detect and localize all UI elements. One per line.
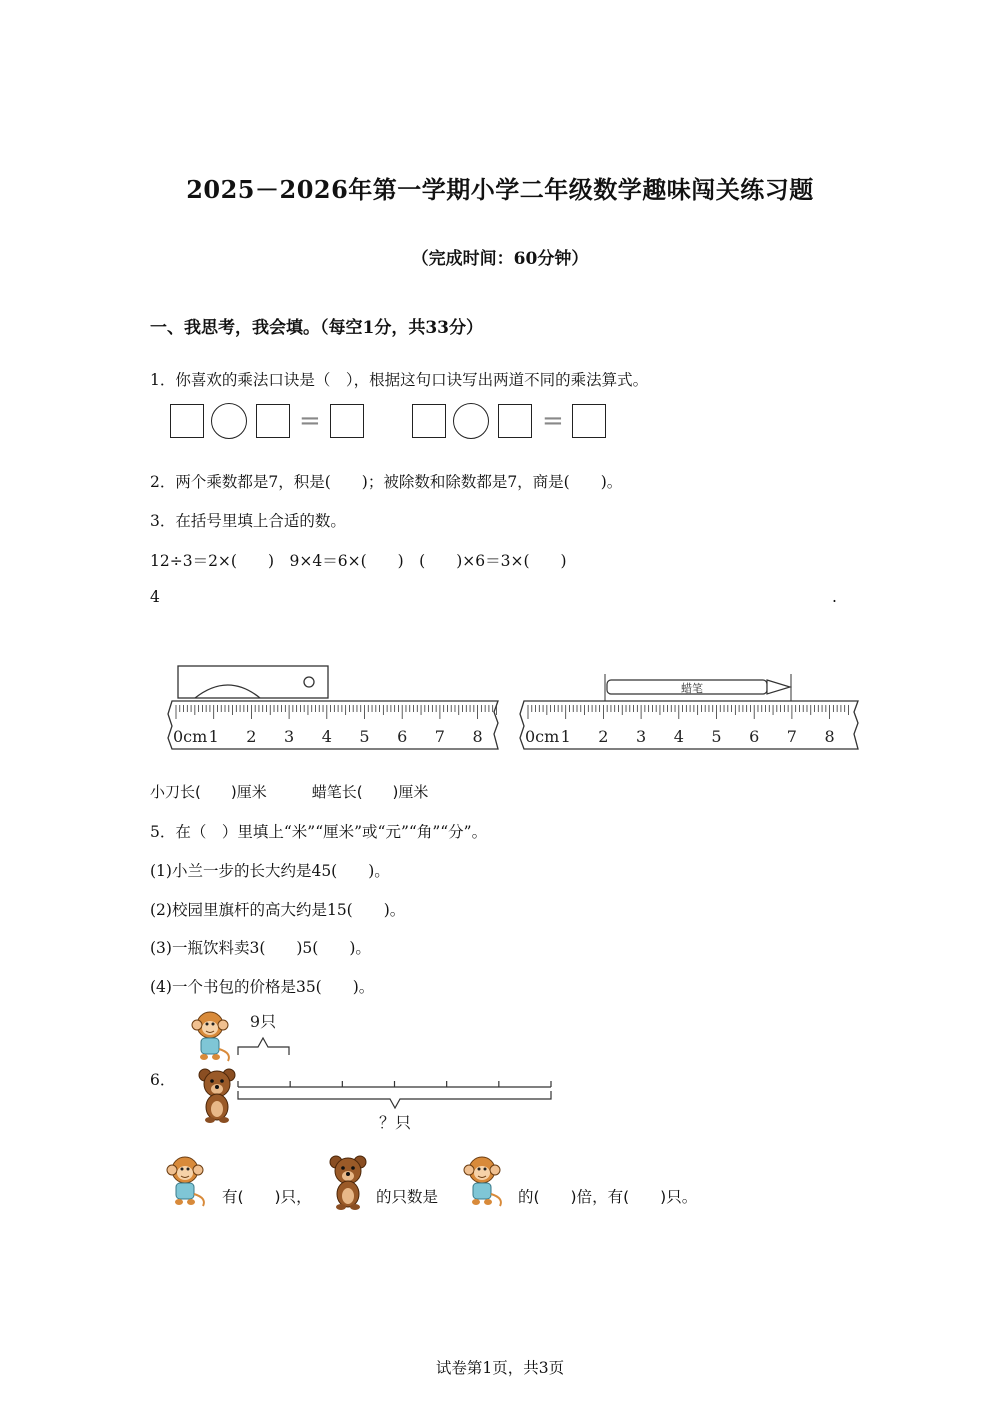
ruler-tick-label: 4	[673, 727, 684, 746]
ruler-tick-label: 5	[711, 727, 722, 746]
ruler-left	[168, 701, 498, 749]
ruler-tick-label: 7	[786, 727, 797, 746]
answer-box[interactable]	[256, 404, 290, 438]
ruler-tick-label: 3	[284, 727, 295, 746]
q6-top-label: 9只	[249, 1012, 277, 1031]
answer-box[interactable]	[498, 404, 532, 438]
page-title: 2025－2026年第一学期小学二年级数学趣味闯关练习题	[186, 175, 814, 204]
page-footer: 试卷第1页，共3页	[435, 1359, 565, 1377]
answer-box[interactable]	[170, 404, 204, 438]
ruler-tick-label: 5	[359, 727, 370, 746]
bear-icon	[199, 1069, 235, 1123]
page-subtitle: （完成时间：60分钟）	[411, 249, 589, 269]
q6-sentence-part1: 有( )只，	[222, 1188, 312, 1206]
ruler-tick-label: 3	[636, 727, 647, 746]
ruler-tick-label: 2	[246, 727, 257, 746]
monkey-icon	[163, 1152, 211, 1212]
rulers-figure	[160, 660, 880, 760]
question-4-answers: 小刀长( )厘米 蜡笔长( )厘米	[150, 783, 429, 801]
operator-circle[interactable]	[211, 403, 247, 439]
question-4-dot: .	[832, 588, 837, 606]
ruler-tick-label: 4	[321, 727, 332, 746]
question-1: 1．你喜欢的乘法口诀是（ ），根据这句口诀写出两道不同的乘法算式。	[150, 371, 649, 389]
ruler-tick-label: 7	[434, 727, 445, 746]
question-3: 3．在括号里填上合适的数。	[150, 512, 346, 530]
ruler-tick-label: 8	[824, 727, 835, 746]
ruler-tick-label: 6	[749, 727, 760, 746]
section-heading: 一、我思考，我会填。（每空1分，共33分）	[150, 318, 483, 338]
ruler-tick-label: 0cm	[525, 727, 560, 746]
monkey-icon	[460, 1152, 508, 1212]
q5-item: (1)小兰一步的长大约是45( )。	[150, 862, 390, 880]
q6-sentence-part2: 的只数是	[376, 1188, 439, 1206]
q6-sentence-part3: 的( )倍，有( )只。	[518, 1188, 698, 1206]
equals-sign: =	[542, 406, 564, 436]
pencil-label: 蜡笔	[681, 682, 703, 695]
ruler-tick-label: 6	[397, 727, 408, 746]
ruler-tick-label: 1	[560, 727, 571, 746]
ruler-right	[520, 701, 858, 749]
question-2: 2．两个乘数都是7，积是( )；被除数和除数都是7，商是( )。	[150, 473, 623, 491]
ruler-tick-label: 0cm	[173, 727, 208, 746]
question-6-number: 6．	[150, 1071, 176, 1089]
knife-icon	[178, 666, 328, 698]
q6-diagram	[185, 1005, 565, 1135]
q5-item: (4)一个书包的价格是35( )。	[150, 978, 375, 996]
q6-bottom-label: ？只	[378, 1113, 412, 1132]
ruler-tick-label: 8	[472, 727, 483, 746]
question-3-equations: 12÷3＝2×( ) 9×4＝6×( ) ( )×6＝3×( )	[150, 552, 567, 570]
answer-box[interactable]	[330, 404, 364, 438]
q5-item: (3)一瓶饮料卖3( )5( )。	[150, 939, 371, 957]
question-5: 5．在（ ）里填上“米”“厘米”或“元”“角”“分”。	[150, 823, 488, 841]
question-4-number: 4	[150, 588, 160, 606]
operator-circle[interactable]	[453, 403, 489, 439]
q5-item: (2)校园里旗杆的高大约是15( )。	[150, 901, 406, 919]
monkey-icon	[192, 1012, 229, 1061]
pencil-icon	[605, 674, 791, 702]
answer-box[interactable]	[572, 404, 606, 438]
answer-box[interactable]	[412, 404, 446, 438]
equals-sign: =	[299, 406, 321, 436]
ruler-tick-label: 1	[208, 727, 219, 746]
bear-icon	[325, 1152, 373, 1214]
ruler-tick-label: 2	[598, 727, 609, 746]
